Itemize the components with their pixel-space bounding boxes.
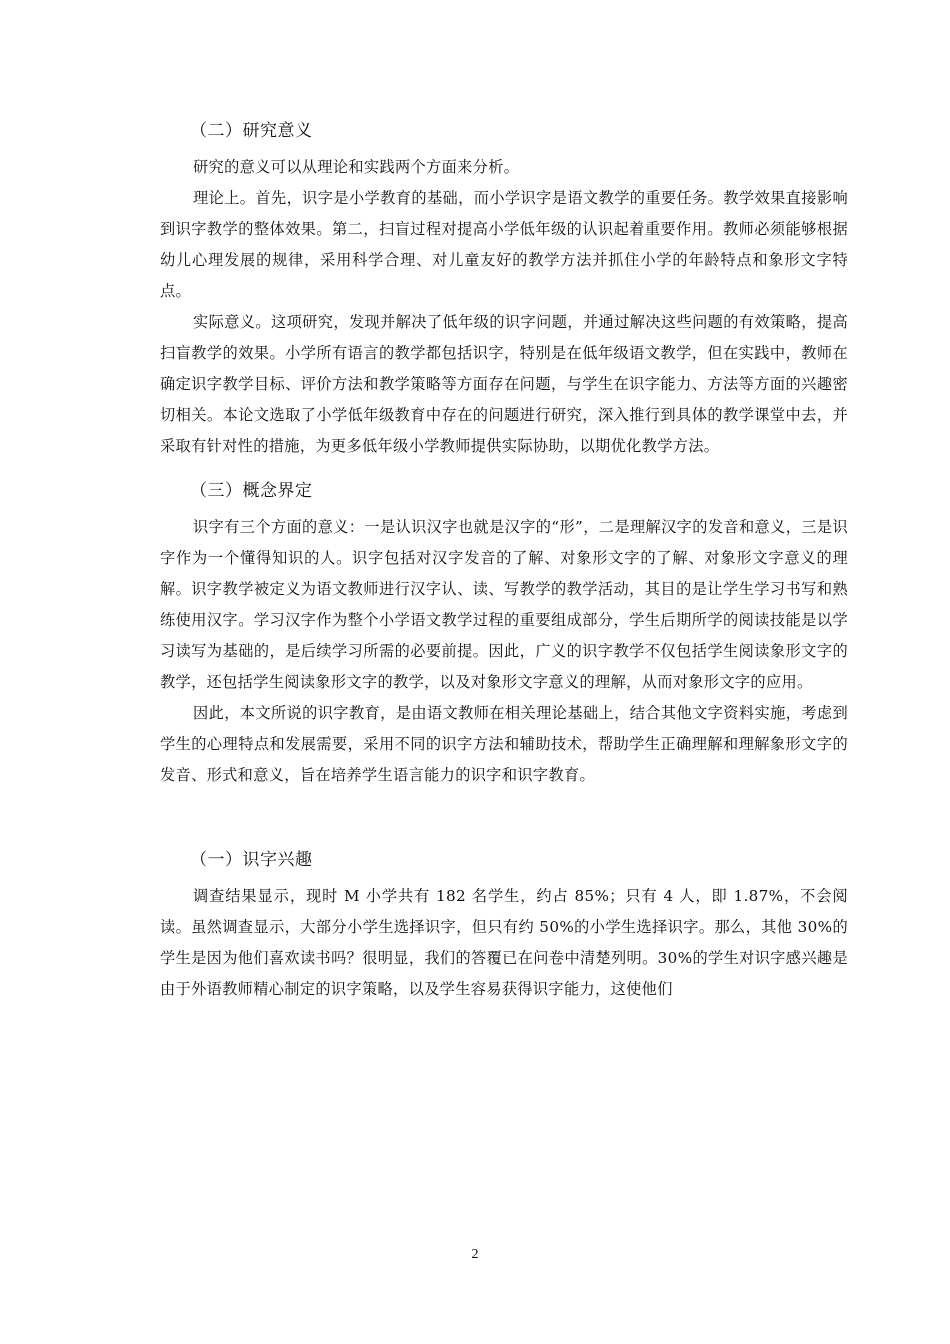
spacer (160, 791, 848, 813)
paragraph: 因此，本文所说的识字教育，是由语文教师在相关理论基础上，结合其他文字资料实施，考虑到学生的心理特点和发展需要，采用不同的识字方法和辅助技术，帮助学生正确理解和理解象形文字的发音、形式和意义，旨在培养学生语言能力的识字和识字教育。 (160, 704, 848, 784)
spacer (160, 462, 848, 476)
page-content (160, 116, 848, 1005)
section-heading-concept-definition: （三）概念界定 (190, 481, 313, 501)
paragraph: 识字有三个方面的意义：一是认识汉字也就是汉字的“形”，二是理解汉字的发音和意义，三是识字作为一个懂得知识的人。识字包括对汉字发音的了解、对象形文字的了解、对象形文字意义的理解。识字教学被定义为语文教师进行汉字认、读、写教学的教学活动，其目的是让学生学习书写和熟练使用汉字。学习汉字作为整个小学语文教学过程的重要组成部分，学生后期所学的阅读技能是以学习读写为基础的，是后续学习所需的必要前提。因此，广义的识字教学不仅包括学生阅读象形文字的教学，还包括学生阅读象形文字的教学，以及对象形文字意义的理解，从而对象形文字的应用。 (160, 518, 848, 691)
section-heading-literacy-interest: （一）识字兴趣 (190, 850, 313, 870)
paragraph: 实际意义。这项研究，发现并解决了低年级的识字问题，并通过解决这些问题的有效策略，提高扫盲教学的效果。小学所有语言的教学都包括识字，特别是在低年级语文教学，但在实践中，教师在确定识字教学目标、评价方法和教学策略等方面存在问题，与学生在识字能力、方法等方面的兴趣密切相关。本论文选取了小学低年级教育中存在的问题进行研究，深入推行到具体的教学课堂中去，并采取有针对性的措施，为更多低年级小学教师提供实际协助，以期优化教学方法。 (160, 313, 848, 455)
page-number: 2 (471, 1247, 479, 1262)
paragraph: 调查结果显示，现时 M 小学共有 182 名学生，约占 85%；只有 4 人，即 1.87%，不会阅读。虽然调查显示，大部分小学生选择识字，但只有约 50%的小学生选择识字。那么，其他 30%的学生是因为他们喜欢读书吗？很明显，我们的答覆已在问卷中清楚列明。30%的学生对识字感兴趣是由于外语教师精心制定的识字策略，以及学生容易获得识字能力，这使他们 (160, 887, 848, 998)
section-heading-research-significance: （二）研究意义 (190, 121, 313, 141)
paragraph: 理论上。首先，识字是小学教育的基础，而小学识字是语文教学的重要任务。教学效果直接影响到识字教学的整体效果。第二，扫盲过程对提高小学低年级的认识起着重要作用。教师必须能够根据幼儿心理发展的规律，采用科学合理、对儿童友好的教学方法并抓住小学的年龄特点和象形文字特点。 (160, 189, 848, 300)
spacer (160, 831, 848, 845)
paragraph: 研究的意义可以从理论和实践两个方面来分析。 (193, 158, 520, 176)
